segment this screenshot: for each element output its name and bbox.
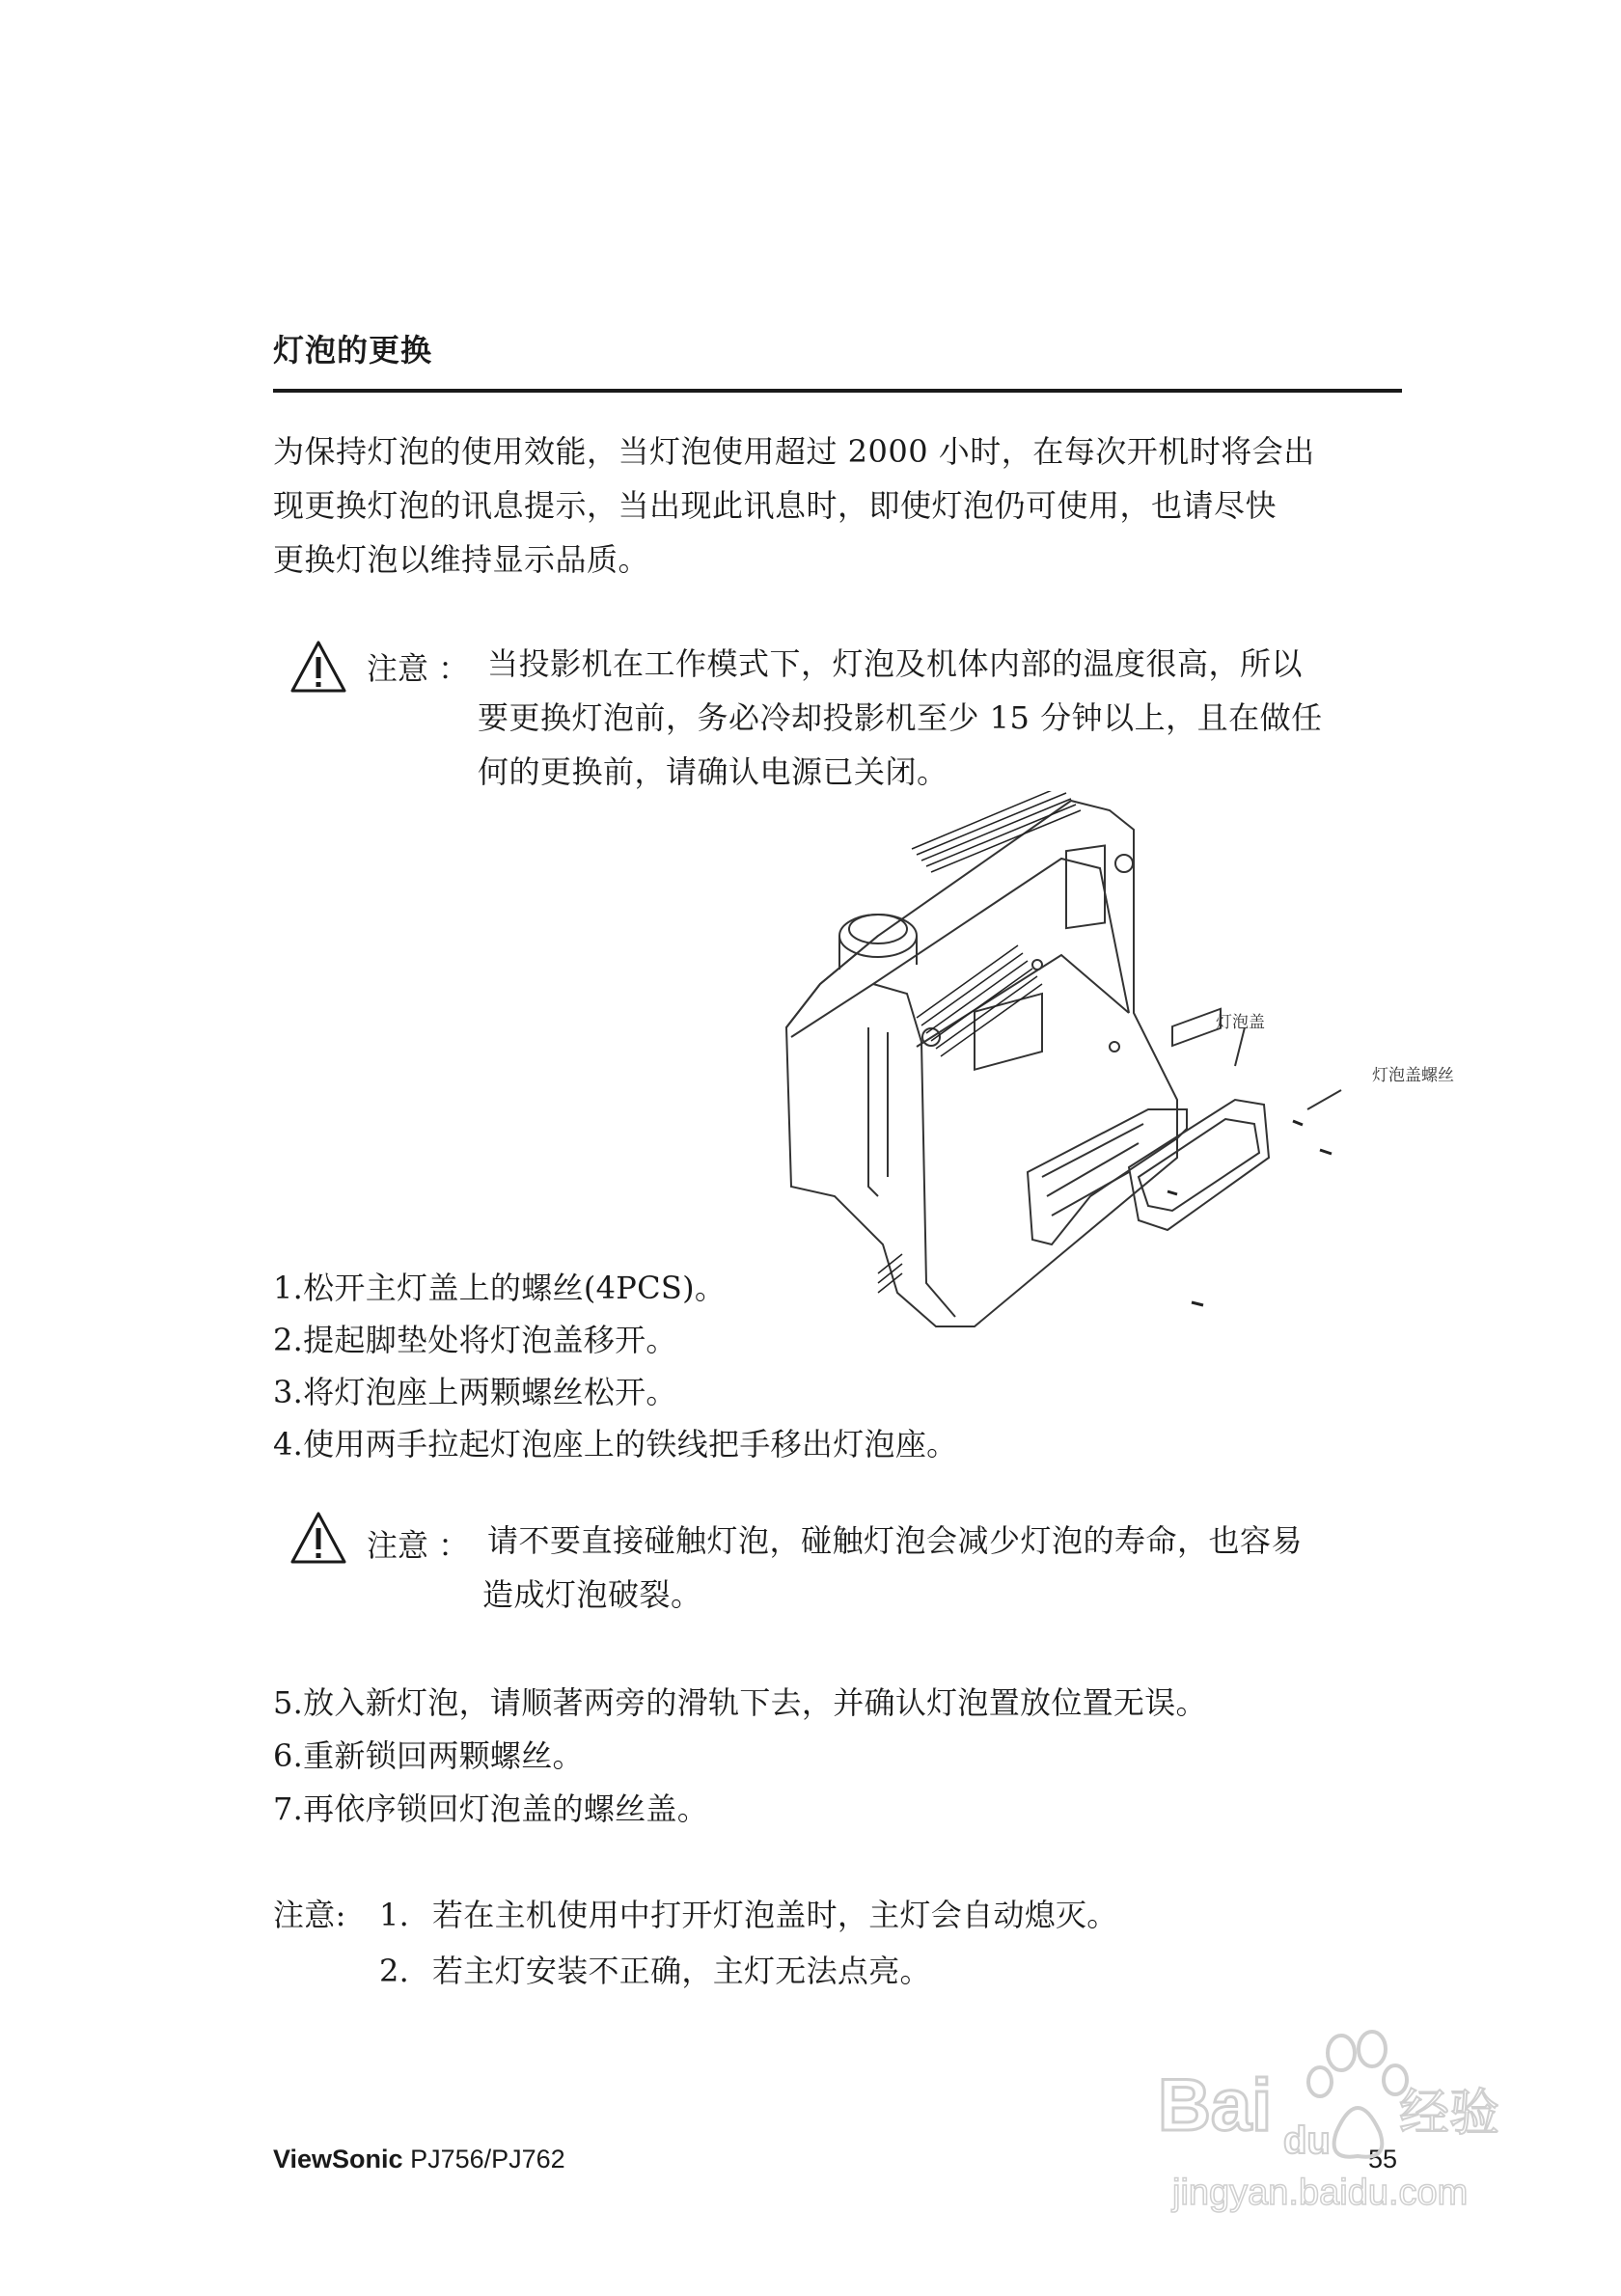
intro-line: 为保持灯泡的使用效能，当灯泡使用超过 2000 小时，在每次开机时将会出	[273, 433, 1315, 470]
svg-text:经验: 经验	[1399, 2085, 1500, 2143]
note1-line: 当投影机在工作模式下，灯泡及机体内部的温度很高，所以	[487, 645, 1304, 682]
step-item: 6.重新锁回两颗螺丝。	[273, 1737, 584, 1774]
svg-text:Bai: Bai	[1158, 2064, 1273, 2146]
model-name: PJ756/PJ762	[410, 2145, 565, 2173]
step-item: 3.将灯泡座上两颗螺丝松开。	[273, 1374, 677, 1410]
baidu-watermark-logo	[1158, 2016, 1505, 2238]
note1-text	[487, 637, 1303, 691]
note1-line: 何的更换前，请确认电源已关闭。	[478, 753, 948, 790]
intro-line: 更换灯泡以维持显示品质。	[273, 541, 650, 578]
brand-name: ViewSonic	[273, 2145, 403, 2173]
svg-text:jingyan.baidu.com: jingyan.baidu.com	[1172, 2173, 1469, 2213]
final-note-text: 若主灯安装不正确，主灯无法点亮。	[432, 1953, 931, 1989]
intro-paragraph	[273, 424, 1407, 587]
note1-line: 要更换灯泡前，务必冷却投影机至少 15 分钟以上，且在做任	[478, 699, 1323, 736]
title-rule	[273, 389, 1402, 393]
final-note-num: 1.	[379, 1897, 410, 1933]
step-item: 5.放入新灯泡，请顺著两旁的滑轨下去，并确认灯泡置放位置无误。	[273, 1684, 1207, 1721]
note1-text-cont	[478, 691, 1323, 799]
final-note-label: 注意:	[273, 1897, 346, 1933]
warning-icon	[289, 639, 347, 695]
step-item: 7.再依序锁回灯泡盖的螺丝盖。	[273, 1790, 709, 1827]
callout-lamp-cover: 灯泡盖	[1216, 1013, 1265, 1032]
svg-text:du: du	[1283, 2119, 1331, 2162]
intro-line: 现更换灯泡的讯息提示，当出现此讯息时，即使灯泡仍可使用，也请尽快	[273, 487, 1278, 524]
note2-label: 注意 ：	[367, 1527, 470, 1564]
note2-line: 请不要直接碰触灯泡，碰触灯泡会减少灯泡的寿命，也容易	[487, 1522, 1304, 1559]
warning-icon	[289, 1510, 347, 1566]
note1-label: 注意 ：	[367, 650, 470, 687]
section-title: 灯泡的更换	[273, 332, 433, 369]
note2-text-cont	[482, 1568, 702, 1622]
note2-line: 造成灯泡破裂。	[482, 1576, 702, 1613]
final-note-num: 2.	[379, 1953, 410, 1989]
footer-brand	[273, 2145, 565, 2174]
final-note-text: 若在主机使用中打开灯泡盖时，主灯会自动熄灭。	[432, 1897, 1118, 1933]
page-number: 55	[1368, 2145, 1398, 2173]
step-item: 1.松开主灯盖上的螺丝(4PCS)。	[273, 1270, 727, 1306]
callout-lamp-screw: 灯泡盖螺丝	[1372, 1066, 1454, 1085]
step-item: 4.使用两手拉起灯泡座上的铁线把手移出灯泡座。	[273, 1426, 958, 1462]
step-item: 2.提起脚垫处将灯泡盖移开。	[273, 1322, 677, 1358]
note2-text	[487, 1514, 1303, 1568]
